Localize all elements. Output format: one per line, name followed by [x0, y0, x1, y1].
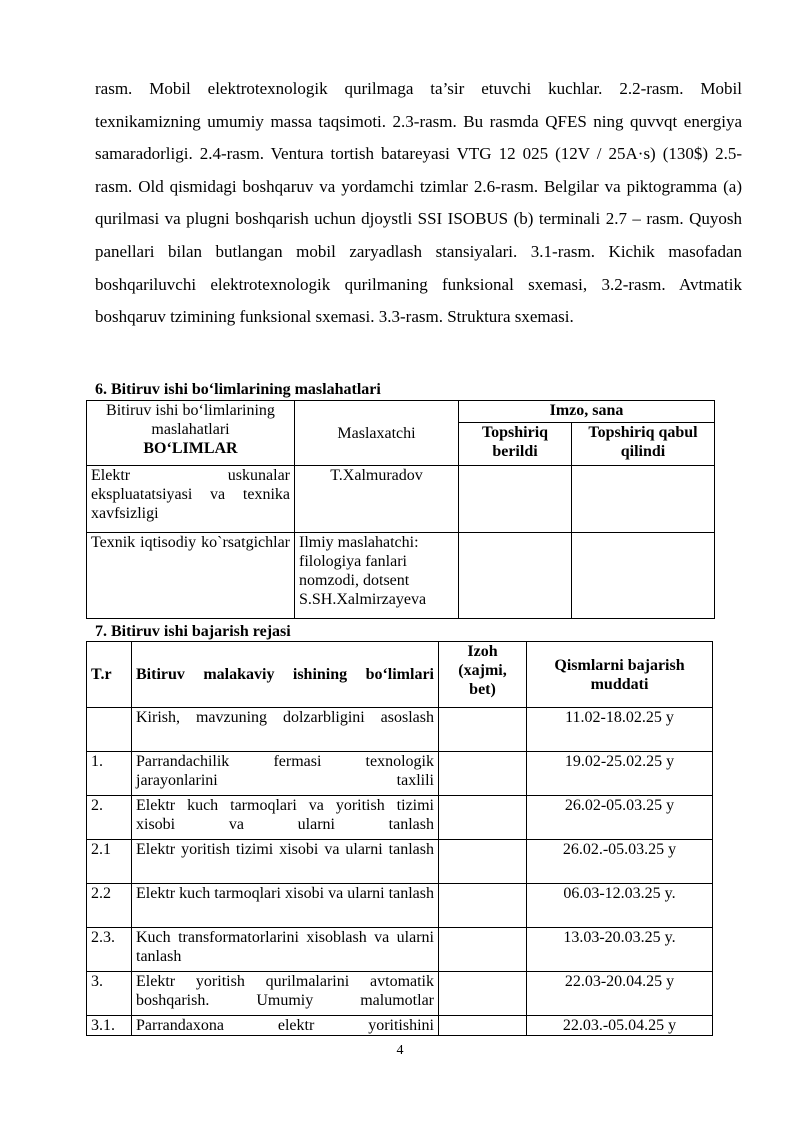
advisors-row-advisor: Ilmiy maslahatchi: filologiya fanlari nomzodi, dotsent S.SH.Xalmirzayeva: [295, 533, 459, 619]
plan-row-part: Elektr yoritish qurilmalarini avtomatik boshqarish. Umumiy malumotlar: [132, 972, 439, 1016]
plan-row-deadline: 22.03-20.04.25 y: [527, 972, 713, 1016]
advisors-row: [87, 533, 715, 619]
plan-row-note: [439, 928, 527, 972]
advisors-header-sections-label: Bitiruv ishi bo‘limlarining maslahatlari: [106, 402, 275, 438]
plan-table: [86, 641, 713, 1036]
advisors-header-signature: Imzo, sana: [459, 401, 715, 423]
plan-row-num: 3.1.: [87, 1016, 132, 1036]
section7-title: 7. Bitiruv ishi bajarish rejasi: [95, 623, 291, 640]
plan-row-note: [439, 796, 527, 840]
plan-row-num: 2.3.: [87, 928, 132, 972]
plan-row-note: [439, 1016, 527, 1036]
advisors-row-accepted: [572, 533, 715, 619]
section6-title: 6. Bitiruv ishi bo‘limlarining maslahatlari: [95, 381, 381, 398]
plan-row-part: Elektr kuch tarmoqlari xisobi va ularni tanlash: [132, 884, 439, 928]
plan-row: [87, 928, 713, 972]
plan-row: [87, 796, 713, 840]
plan-header-num: T.r: [87, 642, 132, 708]
plan-row-deadline: 19.02-25.02.25 y: [527, 752, 713, 796]
plan-header-deadline: Qismlarni bajarish muddati: [527, 642, 713, 708]
plan-row-deadline: 26.02-05.03.25 y: [527, 796, 713, 840]
advisors-row-accepted: [572, 466, 715, 533]
page-number: 4: [396, 1043, 404, 1058]
plan-row: [87, 840, 713, 884]
plan-row-num: 2.2: [87, 884, 132, 928]
plan-row-num: 2.: [87, 796, 132, 840]
advisors-row-given: [459, 533, 572, 619]
plan-row: [87, 1016, 713, 1036]
advisors-row-advisor: T.Xalmuradov: [295, 466, 459, 533]
advisors-row-section: Texnik iqtisodiy ko`rsatgichlar: [87, 533, 295, 619]
advisors-header-advisor: Maslaxatchi: [295, 401, 459, 466]
plan-row-deadline: 11.02-18.02.25 y: [527, 708, 713, 752]
plan-row-note: [439, 840, 527, 884]
plan-row-note: [439, 708, 527, 752]
plan-row: [87, 884, 713, 928]
plan-row: [87, 708, 713, 752]
plan-row-part: Elektr kuch tarmoqlari va yoritish tizimi xisobi va ularni tanlash: [132, 796, 439, 840]
plan-header-note: Izoh (xajmi, bet): [439, 642, 527, 708]
advisors-header-sections: [87, 401, 295, 466]
advisors-row-section: Elektr uskunalar ekspluatatsiyasi va texnika xavfsizligi: [87, 466, 295, 533]
plan-row-part: Parrandachilik fermasi texnologik jarayonlarini taxlili: [132, 752, 439, 796]
plan-row-part: Parrandaxona elektr yoritishini: [132, 1016, 439, 1036]
advisors-table: [86, 400, 715, 619]
advisors-header-accepted: Topshiriq qabul qilindi: [572, 423, 715, 466]
plan-row-num: 2.1: [87, 840, 132, 884]
advisors-header-given: Topshiriq berildi: [459, 423, 572, 466]
advisors-row: [87, 466, 715, 533]
plan-row-num: 1.: [87, 752, 132, 796]
plan-row-part: Elektr yoritish tizimi xisobi va ularni tanlash: [132, 840, 439, 884]
advisors-header-sections-caps: BO‘LIMLAR: [143, 440, 238, 457]
plan-row: [87, 972, 713, 1016]
plan-row-deadline: 13.03-20.03.25 y.: [527, 928, 713, 972]
plan-row-note: [439, 884, 527, 928]
plan-row-note: [439, 752, 527, 796]
plan-row-deadline: 22.03.-05.04.25 y: [527, 1016, 713, 1036]
plan-row-deadline: 26.02.-05.03.25 y: [527, 840, 713, 884]
plan-header-part: Bitiruv malakaviy ishining bo‘limlari: [132, 642, 439, 708]
plan-row: [87, 752, 713, 796]
body-paragraph: rasm. Mobil elektrotexnologik qurilmaga ta’sir etuvchi kuchlar. 2.2-rasm. Mobil texnikamizning umumiy massa taqsimoti. 2.3-rasm. Bu rasmda QFES ning quvvqt energiya samaradorligi. 2.4-rasm. Ventura tortish batareyasi VTG 12 025 (12V / 25A·s) (130$) 2.5-rasm. Old qismidagi boshqaruv va yordamchi tzimlar 2.6-rasm. Belgilar va piktogramma (a) qurilmasi va plugni boshqarish uchun djoystli SSI ISOBUS (b) terminali 2.7 – rasm. Quyosh panellari bilan butlangan mobil zaryadlash stansiyalari. 3.1-rasm. Kichik masofadan boshqariluvchi elektrotexnologik qurilmaning funksional sxemasi, 3.2-rasm. Avtmatik boshqaruv tzimining funksional sxemasi. 3.3-rasm. Struktura sxemasi.: [95, 79, 742, 327]
advisors-row-given: [459, 466, 572, 533]
plan-row-num: [87, 708, 132, 752]
plan-row-deadline: 06.03-12.03.25 y.: [527, 884, 713, 928]
plan-row-part: Kirish, mavzuning dolzarbligini asoslash: [132, 708, 439, 752]
plan-row-note: [439, 972, 527, 1016]
plan-row-num: 3.: [87, 972, 132, 1016]
plan-row-part: Kuch transformatorlarini xisoblash va ularni tanlash: [132, 928, 439, 972]
